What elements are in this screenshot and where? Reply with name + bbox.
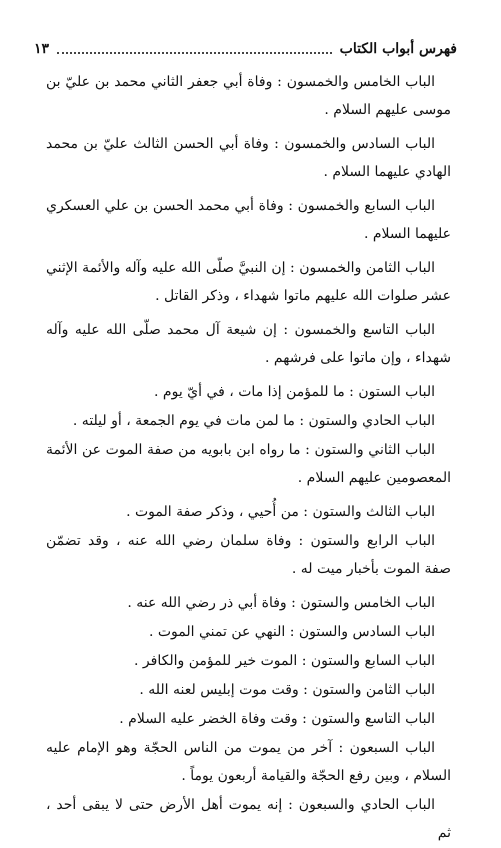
index-entry: الباب السادس والخمسون : وفاة أبي الحسن الثالث عليّ بن محمد الهادي عليهما السلام . xyxy=(46,136,451,180)
index-entry: الباب التاسع والخمسون : إن شيعة آل محمد صلّى الله عليه وآله شهداء ، وإن ماتوا على فرشهم . xyxy=(46,322,451,366)
index-list xyxy=(46,68,451,848)
index-entry: الباب الستون : ما للمؤمن إذا مات ، في أيّ يوم . xyxy=(154,384,435,400)
index-entry: الباب الثامن والخمسون : إن النبيَّ صلّى الله عليه وآله والأئمة الإثني عشر صلوات الله عليهم ماتوا شهداء ، وذكر القاتل . xyxy=(46,260,451,304)
index-entry: الباب السبعون : آخر من يموت من الناس الحجّة وهو الإمام عليه السلام ، وبين رفع الحجّة والقيامة أربعون يوماً . xyxy=(46,740,451,784)
index-entry: الباب الحادي والسبعون : إنه يموت أهل الأرض حتى لا يبقى أحد ، ثم xyxy=(46,797,451,841)
index-entry: الباب السادس والستون : النهي عن تمني الموت . xyxy=(148,624,435,640)
index-entry: الباب الحادي والستون : ما لمن مات في يوم الجمعة ، أو ليلته . xyxy=(72,413,435,429)
index-entry: الباب الثالث والستون : من أُحيي ، وذكر صفة الموت . xyxy=(126,504,435,520)
running-title: فهرس أبواب الكتاب xyxy=(339,41,457,57)
index-entry: الباب السابع والخمسون : وفاة أبي محمد الحسن بن علي العسكري عليهما السلام . xyxy=(46,198,451,242)
dotted-leader xyxy=(57,44,332,54)
index-entry: الباب الثاني والستون : ما رواه ابن بابويه من صفة الموت عن الأئمة المعصومين عليهم السلام . xyxy=(46,442,451,486)
page-number: ١٣ xyxy=(34,41,50,57)
index-entry: الباب السابع والستون : الموت خير للمؤمن والكافر . xyxy=(134,653,435,669)
index-entry: الباب الثامن والستون : وقت موت إبليس لعنه الله . xyxy=(139,682,435,698)
index-entry: الباب الخامس والخمسون : وفاة أبي جعفر الثاني محمد بن عليّ بن موسى عليهم السلام . xyxy=(46,74,451,118)
page-header xyxy=(34,38,457,60)
index-entry: الباب التاسع والستون : وقت وفاة الخضر عليه السلام . xyxy=(119,711,435,727)
index-entry: الباب الرابع والستون : وفاة سلمان رضي الله عنه ، وقد تضمّن صفة الموت بأخبار ميت له . xyxy=(46,533,451,577)
index-entry: الباب الخامس والستون : وفاة أبي ذر رضي الله عنه . xyxy=(127,595,435,611)
